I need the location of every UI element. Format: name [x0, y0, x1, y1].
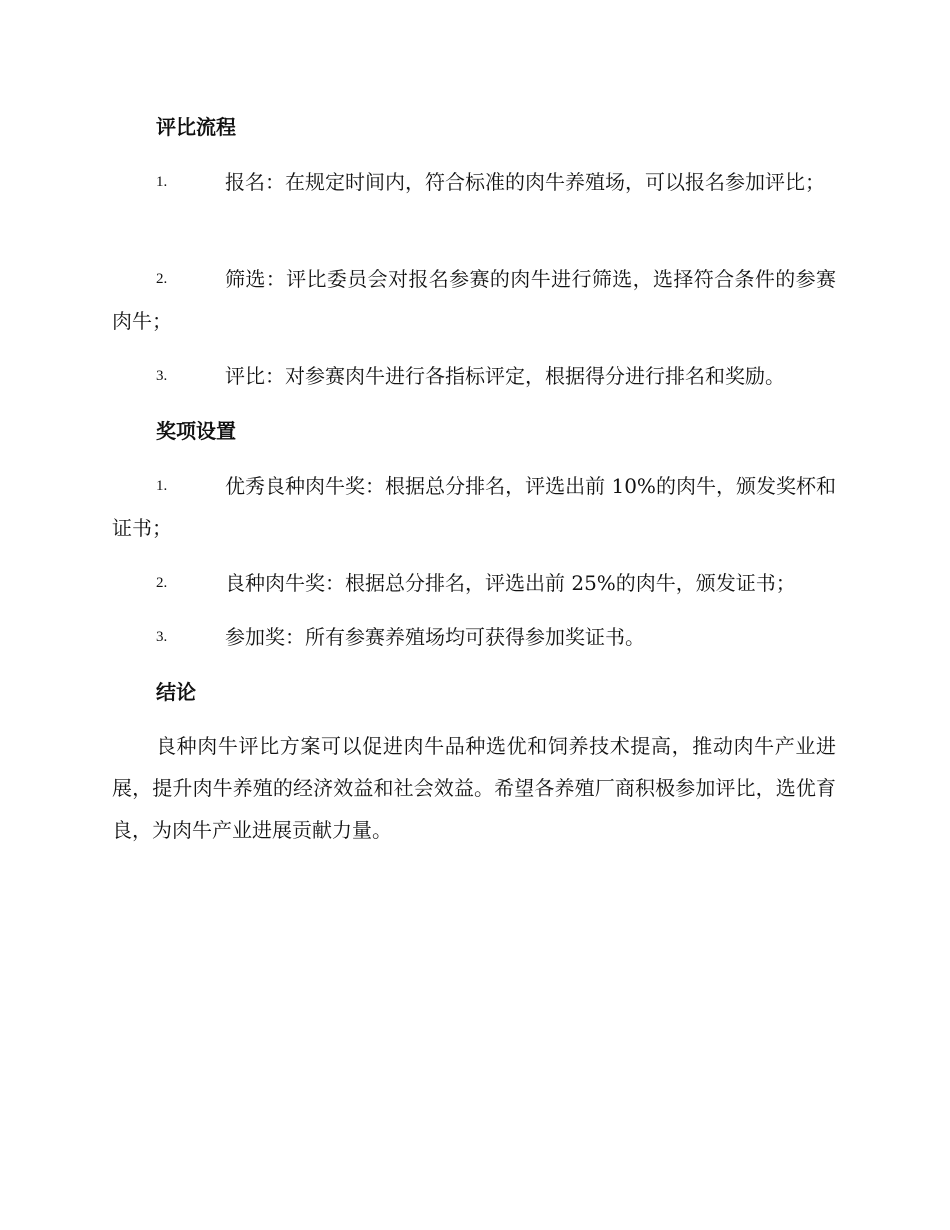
- list-item-text: 报名：在规定时间内，符合标准的肉牛养殖场，可以报名参加评比；: [225, 170, 825, 194]
- list-item-number: 1.: [156, 174, 168, 190]
- list-item-number: 3.: [156, 629, 168, 645]
- list-item: [112, 562, 836, 604]
- list-item: [112, 355, 836, 397]
- list-item: [112, 161, 836, 203]
- list-item-number: 3.: [156, 368, 168, 384]
- section-heading-awards: 奖项设置: [156, 419, 236, 443]
- list-item-number: 2.: [156, 575, 168, 591]
- list-item: [112, 616, 836, 658]
- list-item-text: 参加奖：所有参赛养殖场均可获得参加奖证书。: [225, 625, 645, 649]
- list-item: [112, 258, 836, 342]
- conclusion-paragraph: 良种肉牛评比方案可以促进肉牛品种选优和饲养技术提高，推动肉牛产业进展，提升肉牛养殖的经济效益和社会效益。希望各养殖厂商积极参加评比，选优育良，为肉牛产业进展贡献力量。: [112, 734, 836, 842]
- list-item-text: 良种肉牛奖：根据总分排名，评选出前 25%的肉牛，颁发证书；: [225, 571, 796, 595]
- list-item-text: 优秀良种肉牛奖：根据总分排名，评选出前 10%的肉牛，颁发奖杯和证书；: [112, 474, 836, 540]
- section-heading-process: 评比流程: [156, 115, 236, 139]
- list-item-text: 评比：对参赛肉牛进行各指标评定，根据得分进行排名和奖励。: [225, 364, 785, 388]
- list-item-text: 筛选：评比委员会对报名参赛的肉牛进行筛选，选择符合条件的参赛肉牛；: [112, 267, 836, 333]
- list-item: [112, 465, 836, 549]
- list-item-number: 2.: [156, 271, 168, 287]
- list-item-number: 1.: [156, 478, 168, 494]
- section-heading-conclusion: 结论: [156, 680, 196, 704]
